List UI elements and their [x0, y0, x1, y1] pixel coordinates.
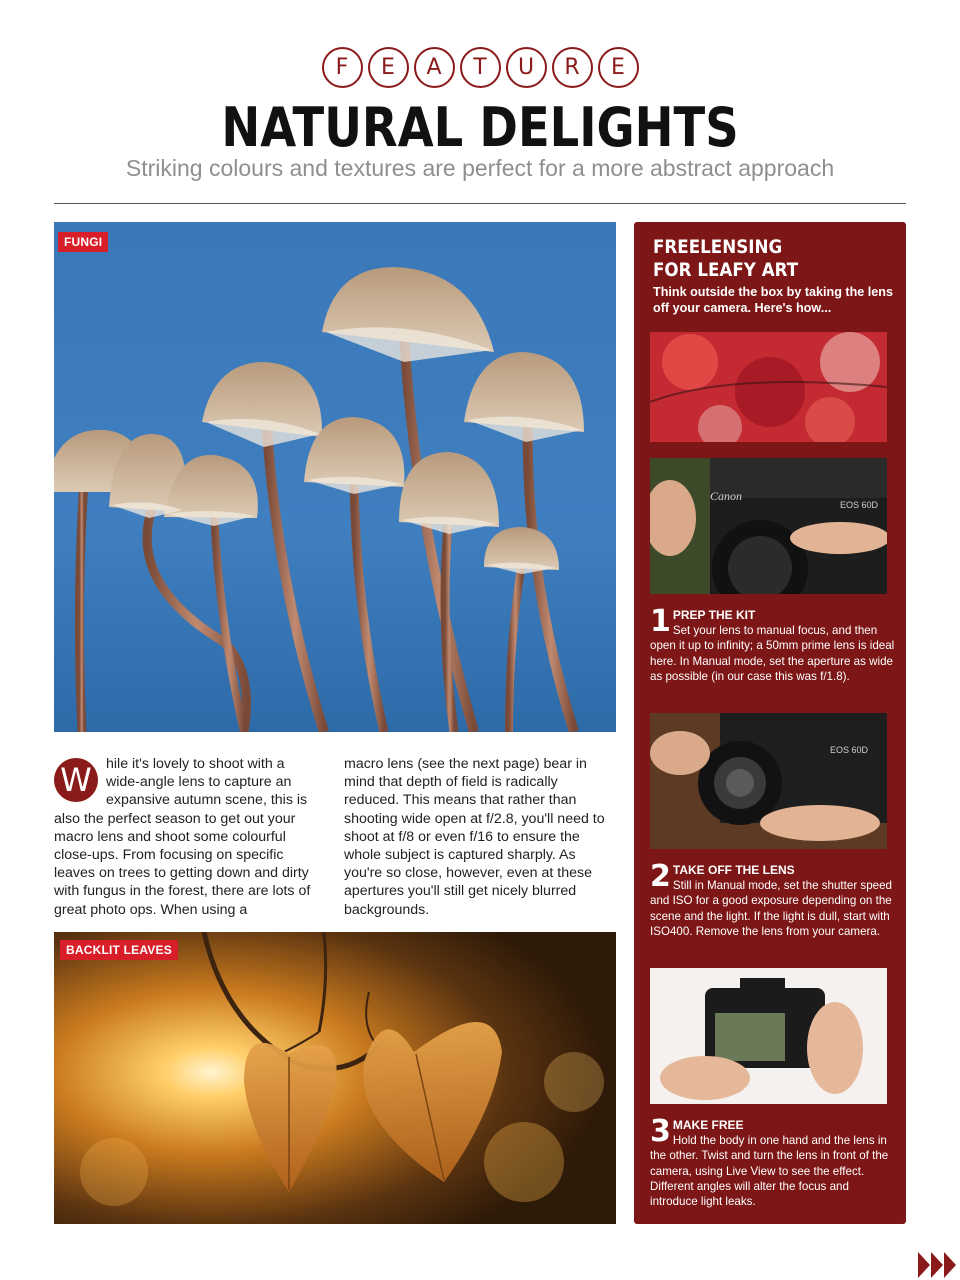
- step-text: Still in Manual mode, set the shutter speed and ISO for a good exposure depending on the scene and the light. If the light is dull, start with ISO400. Remove the lens from your camera.: [650, 879, 892, 938]
- step-heading: MAKE FREE: [672, 1118, 744, 1132]
- step-number: 3: [650, 1114, 671, 1149]
- page-title: NATURAL DELIGHTS: [221, 96, 739, 159]
- camera-photo-3: [650, 968, 887, 1104]
- kicker-letter: E: [368, 47, 409, 88]
- kicker-letter: T: [460, 47, 501, 88]
- camera-brand-label: Canon: [710, 489, 743, 503]
- step-1: [650, 604, 895, 684]
- dropcap: W: [54, 758, 98, 802]
- backlit-leaves-photo: [54, 932, 616, 1224]
- sidebar-intro: Think outside the box by taking the lens off your camera. Here's how...: [653, 285, 894, 315]
- step-heading: TAKE OFF THE LENS: [672, 863, 795, 877]
- kicker-letter: R: [552, 47, 593, 88]
- step-heading: PREP THE KIT: [672, 608, 756, 622]
- kicker-letter: A: [414, 47, 455, 88]
- step-3: [650, 1114, 895, 1209]
- camera-model-label-2: EOS 60D: [830, 745, 869, 755]
- camera-photo-1: [650, 458, 887, 594]
- leaves-tag: BACKLIT LEAVES: [60, 940, 178, 960]
- step-number: 2: [650, 859, 671, 894]
- step-number: 1: [650, 604, 671, 639]
- next-page-arrows[interactable]: [918, 1252, 958, 1278]
- body-text-2: macro lens (see the next page) bear in mind that depth of field is radically reduced. This means that rather than shooting wide open at f/2.8, you'll need to shoot at f/8 or even f/16 to ensure the whole subject is captured sharply. As you're so close, however, even at these apertures you'll still get nicely blurred backgrounds.: [344, 756, 605, 918]
- feature-kicker: [0, 47, 960, 88]
- header-divider: [54, 203, 906, 204]
- fungi-photo: [54, 222, 616, 732]
- kicker-letter: E: [598, 47, 639, 88]
- body-column-2: [344, 755, 616, 919]
- camera-photo-2: [650, 713, 887, 849]
- sidebar-title-line-1: FREELENSING: [653, 236, 783, 258]
- body-column-1: [54, 755, 322, 919]
- kicker-letter: F: [322, 47, 363, 88]
- sidebar-title: [653, 236, 864, 282]
- red-leaves-photo: [650, 332, 887, 442]
- fungi-tag: FUNGI: [58, 232, 108, 252]
- freelensing-sidebar: [634, 222, 906, 1224]
- body-text-1: hile it's lovely to shoot with a wide-angle lens to capture an expansive autumn scene, this is also the perfect season to get out your macro lens and shoot some colourful close-ups. From focusing on specific leaves on trees to getting down and dirty with fungus in the forest, there are lots of great photo ops. When using a: [54, 756, 311, 918]
- kicker-letter: U: [506, 47, 547, 88]
- step-2: [650, 859, 895, 939]
- sidebar-title-line-2: FOR LEAFY ART: [653, 259, 799, 281]
- step-text: Hold the body in one hand and the lens in the other. Twist and turn the lens in front of the camera, using Live View to see the effect. Different angles will alter the focus and introduce light leaks.: [650, 1134, 889, 1209]
- next-arrow-icon: [918, 1252, 958, 1278]
- standfirst: Striking colours and textures are perfect for a more abstract approach: [125, 155, 835, 181]
- step-text: Set your lens to manual focus, and then open it up to infinity; a 50mm prime lens is ideal here. In Manual mode, set the aperture as wide as possible (in our case this was f/1.8).: [650, 624, 895, 683]
- camera-model-label: EOS 60D: [840, 500, 879, 510]
